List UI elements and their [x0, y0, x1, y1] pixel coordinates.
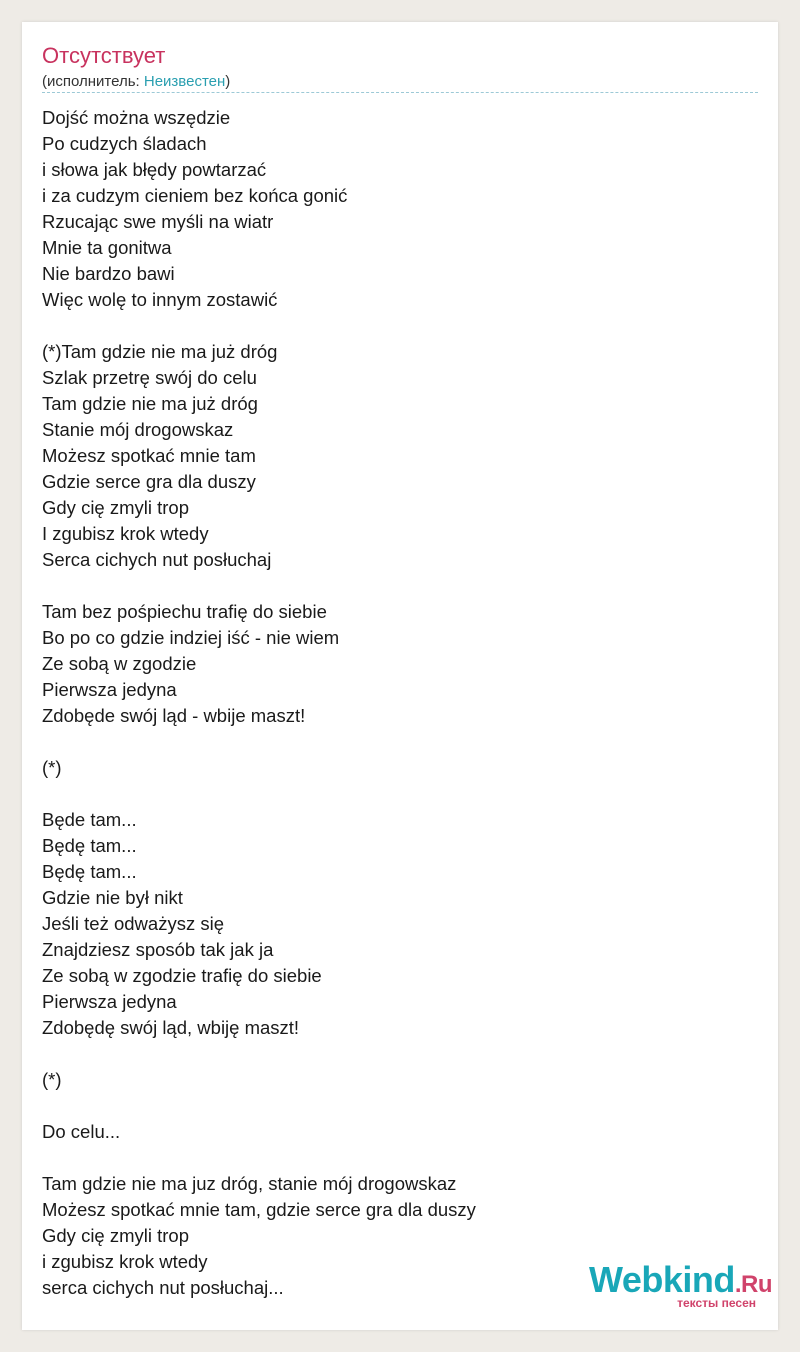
lyric-line: Więc wolę to innym zostawić — [42, 289, 278, 310]
lyric-line: Tam gdzie nie ma już dróg — [42, 393, 258, 414]
lyric-line: Będę tam... — [42, 835, 137, 856]
lyric-line: Pierwsza jedyna — [42, 679, 177, 700]
lyric-line: Serca cichych nut posłuchaj — [42, 549, 272, 570]
lyric-line — [42, 313, 476, 339]
lyric-line: Będę tam... — [42, 861, 137, 882]
lyric-line: Rzucając swe myśli na wiatr — [42, 211, 274, 232]
lyric-line: Stanie mój drogowskaz — [42, 419, 234, 440]
lyric-line: serca cichych nut posłuchaj... — [42, 1277, 284, 1298]
lyric-line — [42, 573, 476, 599]
lyric-line — [42, 781, 476, 807]
lyric-line — [42, 729, 476, 755]
lyric-line: (*) — [42, 1069, 62, 1090]
lyric-line: Znajdziesz sposób tak jak ja — [42, 939, 274, 960]
lyrics-text — [42, 105, 476, 1301]
artist-prefix: (исполнитель: — [42, 73, 144, 90]
lyric-line: Tam bez pośpiechu trafię do siebie — [42, 601, 327, 622]
artist-link[interactable]: Неизвестен — [143, 73, 226, 90]
lyric-line: Zdobęde swój ląd - wbije maszt! — [42, 705, 306, 726]
lyric-line — [42, 1145, 476, 1171]
logo-name: Webkind — [588, 1259, 735, 1300]
lyric-line: Możesz spotkać mnie tam — [42, 445, 256, 466]
lyric-line: Po cudzych śladach — [42, 133, 207, 154]
lyric-line — [42, 1093, 476, 1119]
header-divider — [42, 92, 758, 93]
artist-suffix: ) — [225, 73, 231, 90]
lyric-line: Będe tam... — [42, 809, 137, 830]
lyric-line: Mnie ta gonitwa — [42, 237, 172, 258]
lyric-line: Ze sobą w zgodzie trafię do siebie — [42, 965, 322, 986]
lyric-line: Gdy cię zmyli trop — [42, 1225, 190, 1246]
lyric-line: Nie bardzo bawi — [42, 263, 175, 284]
lyric-line: i słowa jak błędy powtarzać — [42, 159, 267, 180]
lyric-line: Gdzie nie był nikt — [42, 887, 183, 908]
lyric-line: Do celu... — [42, 1121, 121, 1142]
lyric-line: I zgubisz krok wtedy — [42, 523, 209, 544]
song-title: Отсутствует — [42, 43, 166, 68]
lyric-line: Gdy cię zmyli trop — [42, 497, 190, 518]
lyrics-card — [22, 22, 778, 1330]
lyric-line: Jeśli też odważysz się — [42, 913, 224, 934]
lyric-line: (*)Tam gdzie nie ma już dróg — [42, 341, 278, 362]
lyric-line: (*) — [42, 757, 62, 778]
lyric-line: Pierwsza jedyna — [42, 991, 177, 1012]
lyric-line: Tam gdzie nie ma juz dróg, stanie mój drogowskaz — [42, 1173, 457, 1194]
lyric-line: Ze sobą w zgodzie — [42, 653, 197, 674]
lyric-line: i za cudzym cieniem bez końca gonić — [42, 185, 348, 206]
lyric-line: Szlak przetrę swój do celu — [42, 367, 257, 388]
logo-tagline: тексты песен — [677, 1296, 756, 1310]
lyric-line: Dojść można wszędzie — [42, 107, 231, 128]
lyric-line: Zdobędę swój ląd, wbiję maszt! — [42, 1017, 300, 1038]
lyric-line: Możesz spotkać mnie tam, gdzie serce gra dla duszy — [42, 1199, 476, 1220]
lyric-line: Bo po co gdzie indziej iść - nie wiem — [42, 627, 340, 648]
site-logo[interactable] — [588, 1259, 772, 1310]
lyric-line: Gdzie serce gra dla duszy — [42, 471, 256, 492]
logo-tld: .Ru — [734, 1271, 772, 1298]
lyric-line: i zgubisz krok wtedy — [42, 1251, 208, 1272]
artist-line — [42, 73, 230, 91]
lyric-line — [42, 1041, 476, 1067]
